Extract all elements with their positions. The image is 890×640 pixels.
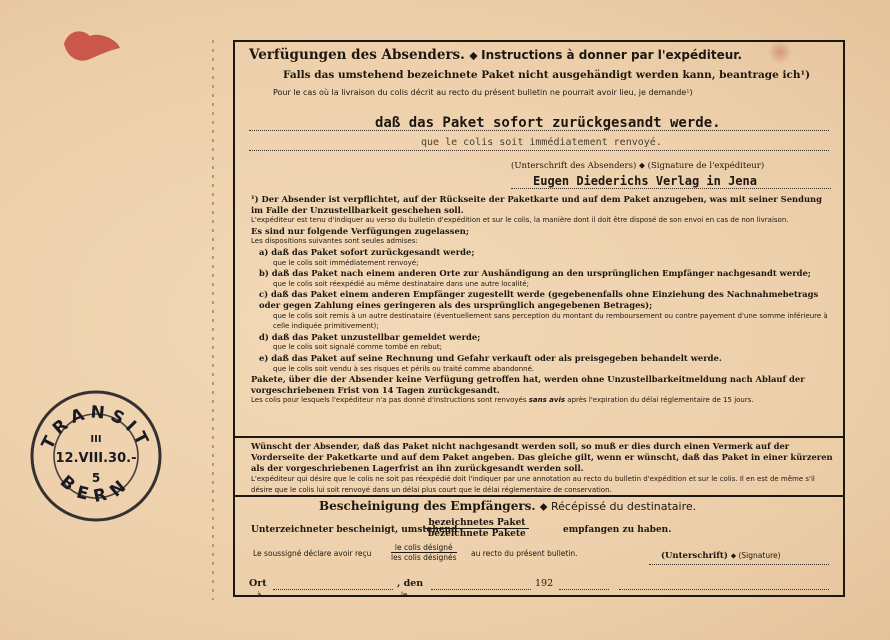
date-line xyxy=(431,589,531,590)
place-label: Ort xyxy=(249,578,267,589)
wish-fr: L'expéditeur qui désire que le colis ne soit pas réexpédié doit l'indiquer par une annotation au recto du bulletin d'expédition et sur le colis. Il en est de même s'il désire que le colis lui soit renvoyé dans un délai plus court que le délai réglementaire de conservation. xyxy=(251,475,815,494)
dispatch-form xyxy=(233,40,845,597)
stamp-date: 12.VIII.30.- xyxy=(55,451,137,466)
option-d-de: d) daß das Paket unzustellbar gemeldet werde; xyxy=(259,331,481,342)
receipt-line1-end: empfangen zu haben. xyxy=(563,525,672,535)
divider-1 xyxy=(235,436,843,438)
option-c-de: c) daß das Paket einem anderen Empfänger zugestellt werde (gegebenenfalls ohne Einziehung des Nachnahmebetrags oder gegen Zahlung eines geringeren als des ursprünglich angegebenen Betrages); xyxy=(259,289,819,310)
receipt-package-choice-fr: le colis désigné les colis désignés xyxy=(391,543,457,562)
option-a-de: a) daß das Paket sofort zurückgesandt werde; xyxy=(259,246,475,257)
footnote-block xyxy=(251,194,835,406)
title-fr: Instructions à donner par l'expéditeur. xyxy=(481,48,743,62)
wish-block xyxy=(251,441,835,496)
sender-signature: Eugen Diederichs Verlag in Jena xyxy=(533,174,757,188)
wish-de: Wünscht der Absender, daß das Paket nicht nachgesandt werden soll, so muß er dies durch einen Vermerk auf der Vorderseite der Paketkarte und auf dem Paket angeben. Das gleiche gilt, wenn er wünscht, daß das Paket in einer kürzeren als der vorgeschriebenen Lagerfrist an ihn zurückgesandt werden soll. xyxy=(251,441,833,473)
option-c-fr: que le colis soit remis à un autre destinataire (éventuellement sans perception du montant du remboursement ou contre payement d'une somme inférieure à celle indiquée primitivement); xyxy=(273,311,828,331)
option-b-de: b) daß das Paket nach einem anderen Orte zur Aushändigung an den ursprünglichen Empfänger nachgesandt werde; xyxy=(259,268,811,279)
year-line xyxy=(559,589,609,590)
stamp-roman: III xyxy=(90,434,102,445)
receipt-line2-end: au recto du présent bulletin. xyxy=(471,549,578,558)
filled-instruction-de: daß das Paket sofort zurückgesandt werde. xyxy=(375,115,721,131)
stamp-digit: 5 xyxy=(91,471,101,485)
signature-line xyxy=(511,188,831,189)
footnote-p1-fr: L'expéditeur est tenu d'indiquer au verso du bulletin d'expédition et sur le colis, la manière dont il doit être disposé de son envoi en cas de non livraison. xyxy=(251,216,789,225)
perforation-line xyxy=(212,40,214,600)
receipt-line1-start: Unterzeichneter bescheinigt, umstehend xyxy=(251,525,458,535)
receipt-package-choice-de: bezeichnetes Paket bezeichnete Pakete xyxy=(425,518,529,539)
signature-label: (Unterschrift des Absenders) ⬥ (Signature de l'expéditeur) xyxy=(511,161,765,171)
receipt-title: Bescheinigung des Empfängers. ⬥ Récépissé du destinataire. xyxy=(319,499,697,513)
stamp-top-text: TRANSIT xyxy=(37,402,155,453)
footnote-p3-de: Pakete, über die der Absender keine Verfügung getroffen hat, werden ohne Unzustellbarkeitmeldung nach Ablauf der vorgeschriebenen Frist von 14 Tagen zurückgesandt. xyxy=(251,374,805,395)
title-de: Verfügungen des Absenders. xyxy=(249,47,465,63)
red-ink-stain xyxy=(58,24,122,66)
place-line xyxy=(273,589,393,590)
recipient-signature-line xyxy=(649,564,829,565)
option-e-de: e) daß das Paket auf seine Rechnung und Gefahr verkauft oder als preisgegeben behandelt werde. xyxy=(259,352,722,363)
divider-2 xyxy=(235,495,843,497)
intro-fr: Pour le cas où la livraison du colis décrit au recto du présent bulletin ne pourrait avoir lieu, je demande¹) xyxy=(273,88,693,97)
transit-postmark-stamp xyxy=(28,388,164,524)
footnote-p1-de: ¹) Der Absender ist verpflichtet, auf der Rückseite der Paketkarte und auf dem Paket anzugeben, was mit seiner Sendung im Falle der Unzustellbarkeit geschehen soll. xyxy=(251,194,822,215)
intro-de: Falls das umstehend bezeichnete Paket nicht ausgehändigt werden kann, beantrage ich¹) xyxy=(283,69,811,81)
option-a-fr: que le colis soit immédiatement renvoyé; xyxy=(273,258,419,267)
place-fr-label: à xyxy=(257,591,262,599)
receipt-line2-start: Le soussigné déclare avoir reçu xyxy=(253,549,372,558)
option-b-fr: que le colis soit réexpédié au même destinataire dans une autre localité; xyxy=(273,279,529,288)
fill-line-2 xyxy=(249,150,829,151)
filled-instruction-fr: que le colis soit immédiatement renvoyé. xyxy=(421,137,662,148)
option-e-fr: que le colis soit vendu à ses risques et périls ou traité comme abandonné. xyxy=(273,364,535,373)
date-label: , den xyxy=(397,578,424,589)
footnote-p2-de: Es sind nur folgende Verfügungen zugelassen; xyxy=(251,225,469,236)
form-title: Verfügungen des Absenders. ⬥ Instructions à donner par l'expéditeur. xyxy=(249,47,743,63)
year-label: 192 xyxy=(535,578,554,589)
footnote-p3-fr: Les colis pour lesquels l'expéditeur n'a pas donné d'instructions sont renvoyés sans avis après l'expiration du délai réglementaire de 15 jours. xyxy=(251,396,754,405)
option-d-fr: que le colis soit signalé comme tombé en rebut; xyxy=(273,343,442,352)
stamp-bottom-text: BERN xyxy=(55,471,137,508)
recipient-signature-label: (Unterschrift) ⬥ (Signature) xyxy=(661,551,781,561)
footnote-p2-fr: Les dispositions suivantes sont seules admises: xyxy=(251,237,418,246)
final-signature-line xyxy=(619,589,829,590)
date-fr-label: le xyxy=(401,591,408,599)
